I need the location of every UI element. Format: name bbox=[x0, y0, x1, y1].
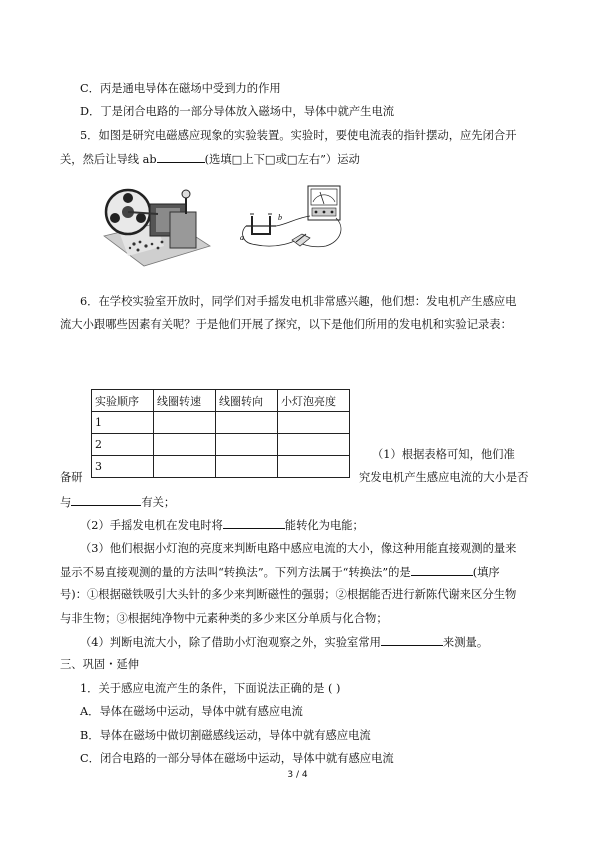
label-b: b bbox=[278, 213, 282, 222]
q6-2-text-a: （2）手摇发电机在发电时将 bbox=[80, 519, 223, 532]
s3-question-1: 1．关于感应电流产生的条件，下面说法正确的是 ( ) bbox=[80, 682, 341, 695]
label-a: a bbox=[240, 233, 244, 242]
q6-line-1: 6．在学校实验室开放时，同学们对手摇发电机非常感兴趣，他们想：发电机产生感应电 bbox=[80, 295, 517, 308]
q6-1-line-3 bbox=[60, 494, 175, 510]
page-number: 3 / 4 bbox=[287, 770, 308, 780]
table-cell[interactable] bbox=[216, 412, 278, 434]
q5-answer-blank[interactable] bbox=[157, 151, 205, 163]
experiment-table bbox=[91, 389, 350, 478]
q6-2-text-b: 能转化为电能； bbox=[284, 519, 364, 532]
section-heading: 三、巩固・延伸 bbox=[60, 658, 140, 671]
q6-3-text-a: 显示不易直接观测的量的方法叫“转换法”。下列方法属于“转换法”的是 bbox=[60, 566, 411, 579]
s3-option-a: A．导体在磁场中运动，导体中就有感应电流 bbox=[80, 705, 303, 718]
q6-4-text-a: （4）判断电流大小，除了借助小灯泡观察之外，实验室常用 bbox=[80, 636, 381, 649]
table-cell[interactable] bbox=[216, 434, 278, 456]
q6-3-line-2 bbox=[60, 564, 500, 580]
q6-1-prefix: 备研 bbox=[60, 471, 83, 484]
table-row bbox=[92, 456, 350, 478]
table-header: 线圈转速 bbox=[154, 390, 216, 412]
q6-3-answer-blank[interactable] bbox=[411, 564, 473, 576]
table-cell: 3 bbox=[92, 456, 154, 478]
induction-apparatus-diagram bbox=[236, 184, 356, 266]
q5-line-1: 5．如图是研究电磁感应现象的实验装置。实验时，要使电流表的指针摆动，应先闭合开 bbox=[80, 129, 517, 142]
q5-text-b: (选填□上下□或□左右”）运动 bbox=[204, 153, 360, 166]
q6-3-line-3: 号)：①根据磁铁吸引大头针的多少来判断磁性的强弱；②根据能否进行新陈代谢来区分生物 bbox=[60, 588, 517, 601]
generator-photo bbox=[100, 184, 212, 268]
table-header: 实验顺序 bbox=[92, 390, 154, 412]
q6-1-answer-blank[interactable] bbox=[71, 494, 141, 506]
q6-2-answer-blank[interactable] bbox=[223, 517, 285, 529]
table-row bbox=[92, 434, 350, 456]
option-d: D．丁是闭合电路的一部分导体放入磁场中，导体中就产生电流 bbox=[80, 105, 395, 118]
q6-4-text-b: 来测量。 bbox=[442, 636, 489, 649]
q6-4-answer-blank[interactable] bbox=[381, 634, 443, 646]
table-cell[interactable] bbox=[278, 434, 350, 456]
s3-option-c: C．闭合电路的一部分导体在磁场中运动，导体中就有感应电流 bbox=[80, 752, 394, 765]
q6-1-continue: 究发电机产生感应电流的大小是否 bbox=[359, 471, 529, 484]
q5-text-a: 关，然后让导线 ab bbox=[60, 153, 157, 166]
q6-3-line-1: （3）他们根据小灯泡的亮度来判断电路中感应电流的大小，像这种用能直接观测的量来 bbox=[80, 542, 517, 555]
q6-line-2: 流大小跟哪些因素有关呢？于是他们开展了探究，以下是他们所用的发电机和实验记录表： bbox=[60, 318, 512, 331]
table-cell: 1 bbox=[92, 412, 154, 434]
table-row bbox=[92, 412, 350, 434]
table-header: 线圈转向 bbox=[216, 390, 278, 412]
table-cell[interactable] bbox=[278, 456, 350, 478]
table-header: 小灯泡亮度 bbox=[278, 390, 350, 412]
table-cell: 2 bbox=[92, 434, 154, 456]
q6-3-line-4: 与非生物；③根据纯净物中元素种类的多少来区分单质与化合物； bbox=[60, 612, 388, 625]
q6-4 bbox=[80, 634, 488, 650]
table-cell[interactable] bbox=[154, 434, 216, 456]
q6-1-text: （1）根据表格可知，他们准 bbox=[372, 448, 515, 461]
q5-line-2 bbox=[60, 151, 360, 167]
table-cell[interactable] bbox=[216, 456, 278, 478]
table-cell[interactable] bbox=[154, 456, 216, 478]
table-cell[interactable] bbox=[278, 412, 350, 434]
table-header-row bbox=[92, 390, 350, 412]
q6-3-text-b: (填序 bbox=[472, 566, 500, 579]
q6-1-text-b: 有关； bbox=[141, 496, 176, 509]
table-cell[interactable] bbox=[154, 412, 216, 434]
s3-option-b: B．导体在磁场中做切割磁感线运动，导体中就有感应电流 bbox=[80, 729, 371, 742]
q6-1-text-a: 与 bbox=[60, 496, 72, 509]
q6-2 bbox=[80, 517, 364, 533]
option-c: C．丙是通电导体在磁场中受到力的作用 bbox=[80, 82, 281, 95]
